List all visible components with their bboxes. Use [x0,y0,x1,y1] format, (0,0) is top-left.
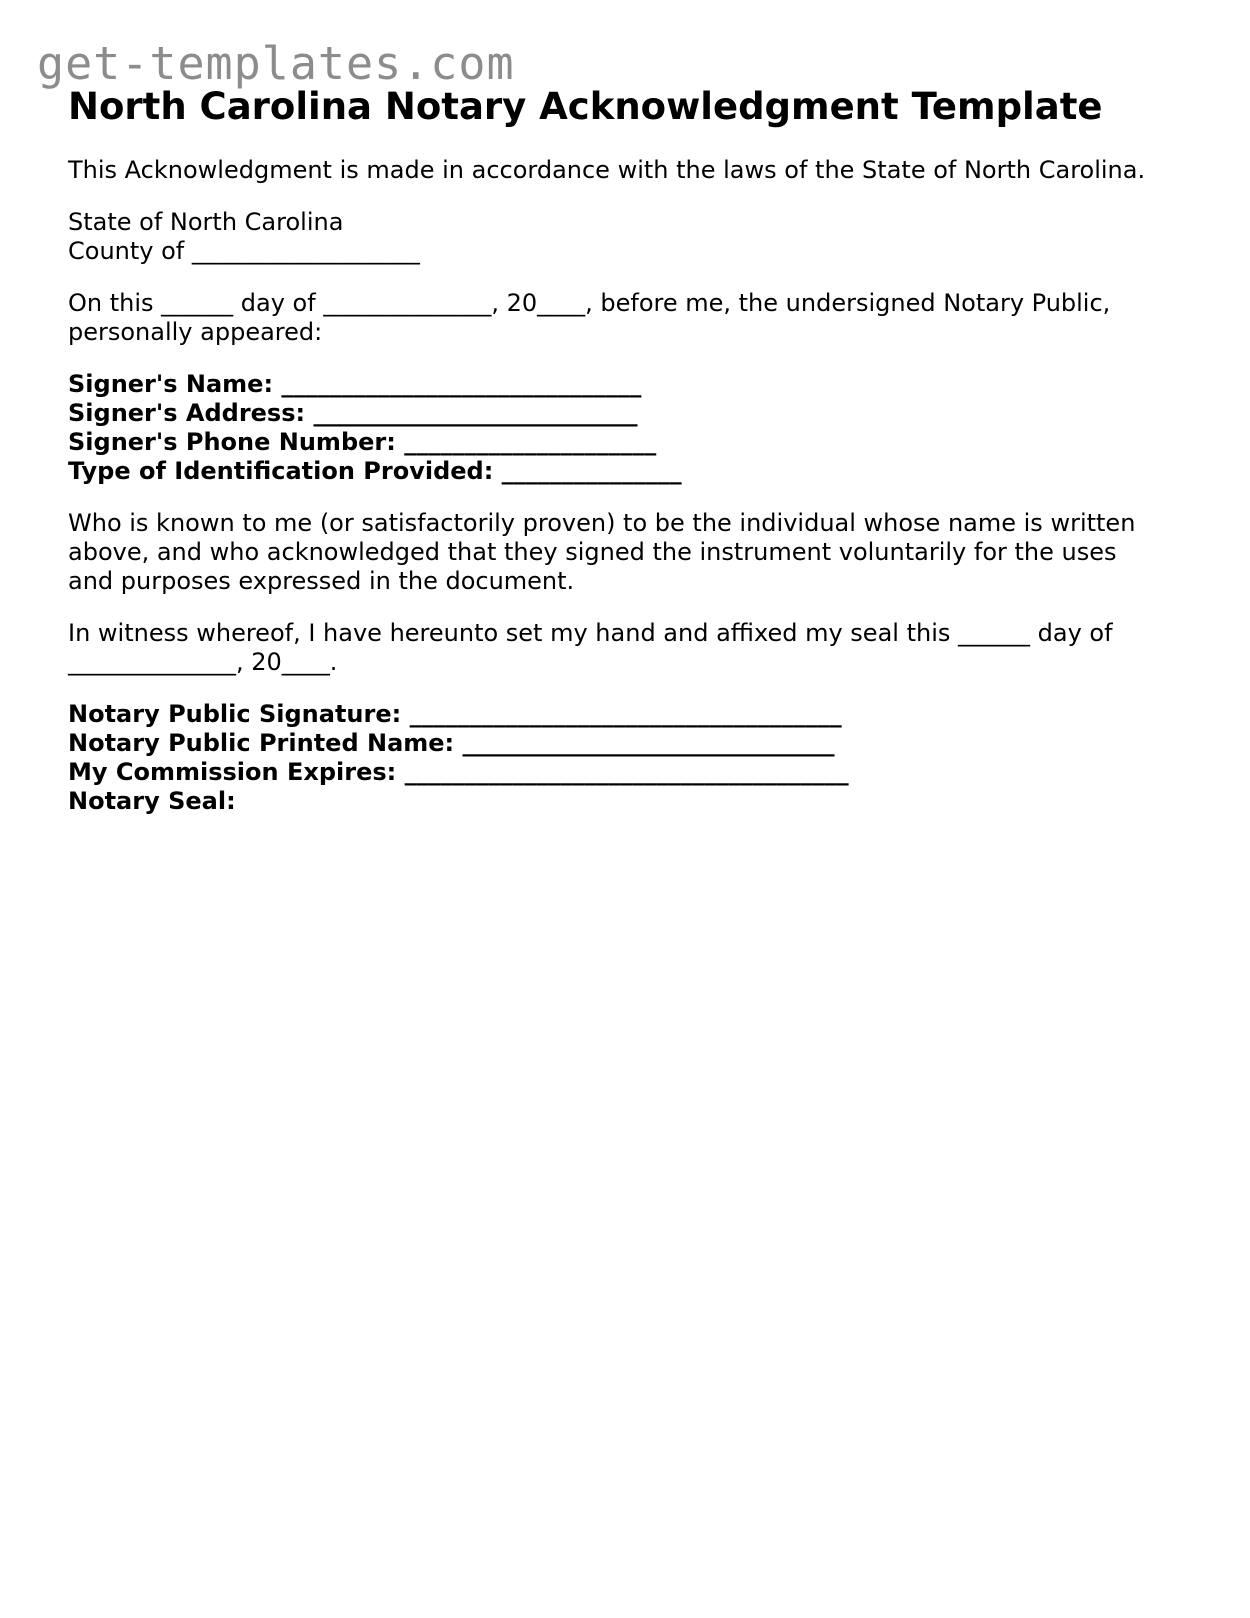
intro-paragraph: This Acknowledgment is made in accordance with the laws of the State of North Carolina. [68,156,1146,184]
state-line: State of North Carolina [68,208,344,236]
document-page [68,84,1208,816]
county-line: County of ___________________ [68,237,420,265]
notary-seal-label: Notary Seal: [68,787,236,815]
identification-type-field: Type of Identification Provided: _______________ [68,457,682,485]
witness-paragraph [68,619,1208,677]
witness-line: ______________, 20____. [68,648,338,676]
signer-address-field: Signer's Address: ___________________________ [68,399,638,427]
venue-block [68,208,1208,266]
appearance-line: personally appeared: [68,318,323,346]
known-line: Who is known to me (or satisfactorily proven) to be the individual whose name is written [68,509,1136,537]
appearance-paragraph [68,289,1208,347]
notary-signature-field: Notary Public Signature: ____________________________________ [68,700,842,728]
signer-fields [68,370,1208,486]
notary-fields [68,700,1208,816]
appearance-line: On this ______ day of ______________, 20____, before me, the undersigned Notary Public, [68,289,1111,317]
notary-printed-name-field: Notary Public Printed Name: _______________________________ [68,729,835,757]
document-title: North Carolina Notary Acknowledgment Template [68,85,1103,128]
witness-line: In witness whereof, I have hereunto set my hand and affixed my seal this ______ day of [68,619,1113,647]
known-paragraph [68,509,1208,596]
signer-name-field: Signer's Name: ______________________________ [68,370,642,398]
known-line: above, and who acknowledged that they signed the instrument voluntarily for the uses [68,538,1117,566]
commission-expires-field: My Commission Expires: _____________________________________ [68,758,849,786]
signer-phone-field: Signer's Phone Number: _____________________ [68,428,657,456]
known-line: and purposes expressed in the document. [68,567,575,595]
watermark: get-templates.com [37,37,515,90]
